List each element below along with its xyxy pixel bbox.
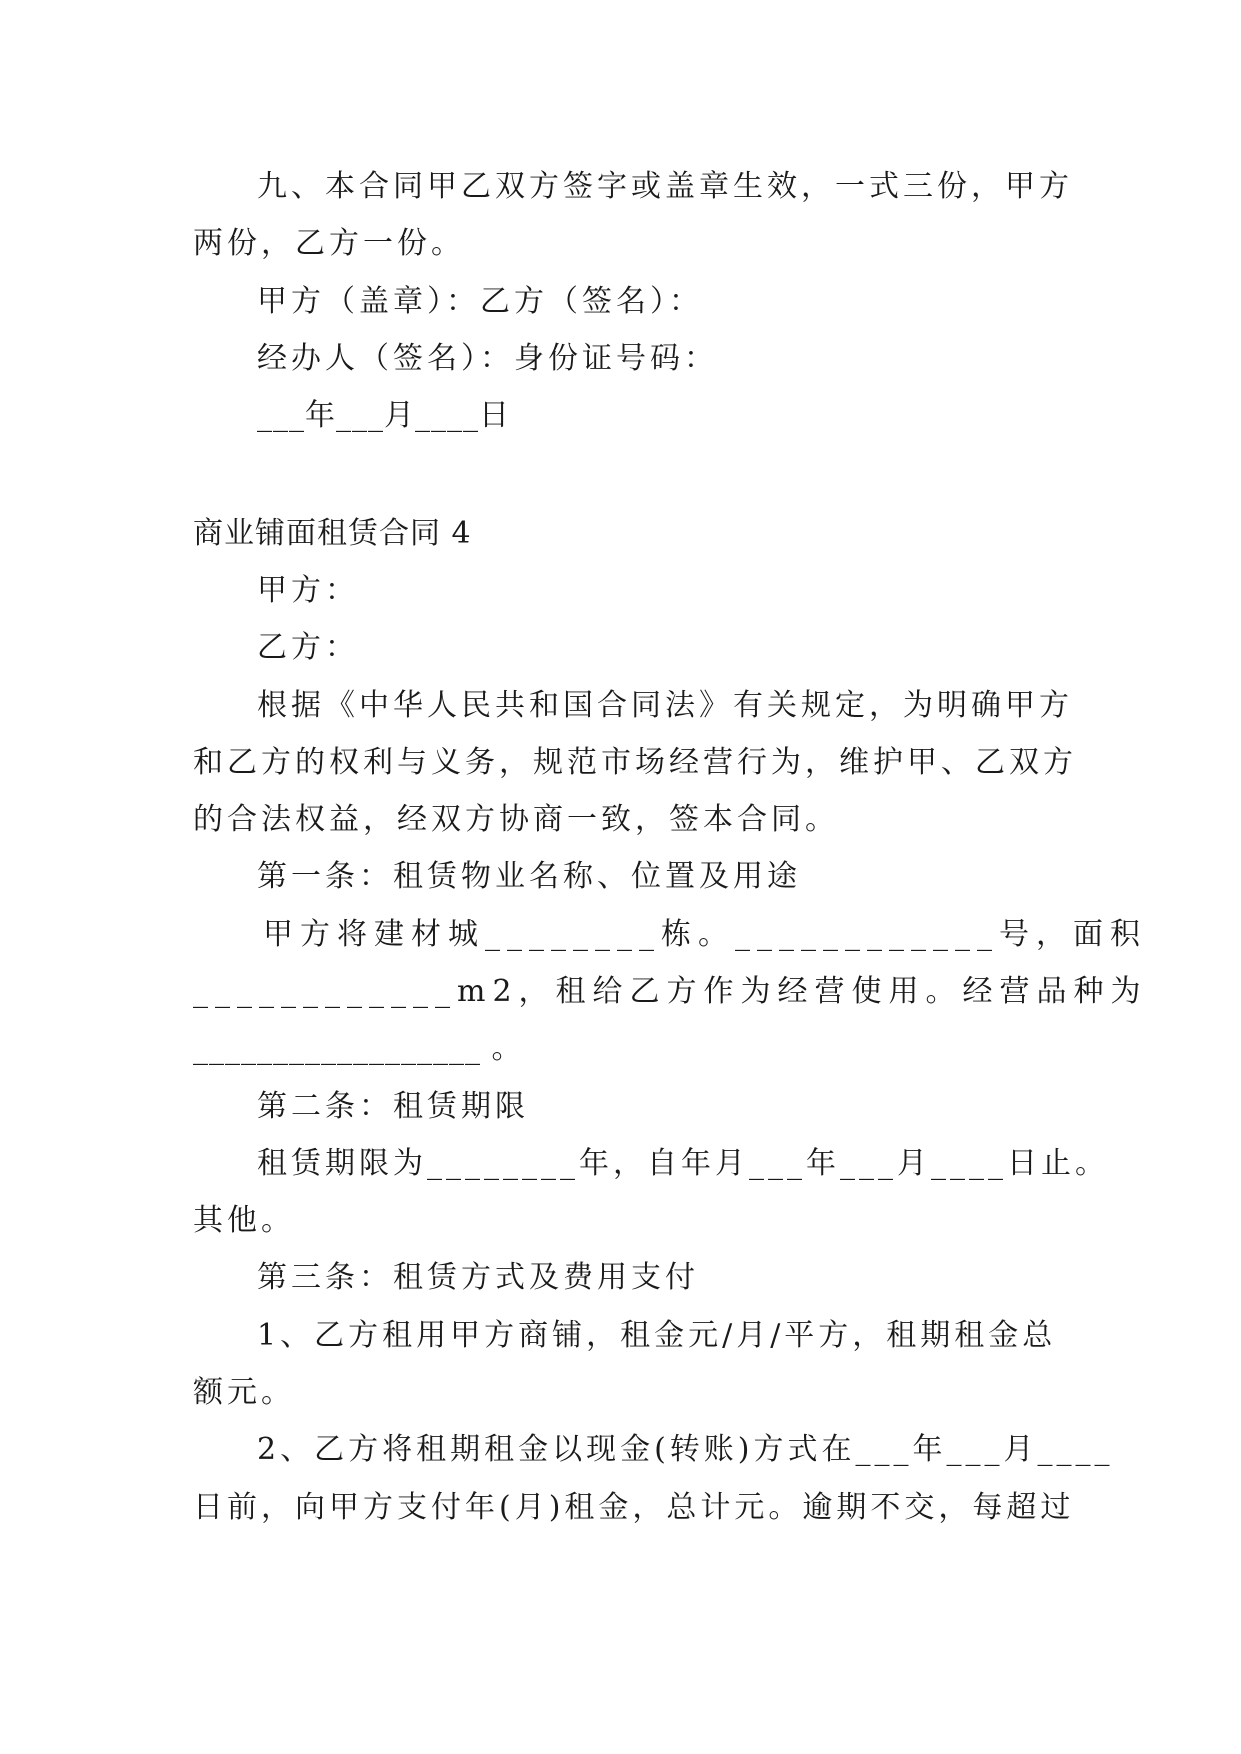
article-one-line-1: 甲方将建材城________栋。____________号，面积 xyxy=(263,917,1147,952)
clause-nine-line-1: 九、本合同甲乙双方签字或盖章生效，一式三份，甲方 xyxy=(257,169,1073,204)
article-three-item-2-line-2: 日前，向甲方支付年(月)租金，总计元。逾期不交，每超过 xyxy=(193,1490,1075,1525)
article-two-line-1: 租赁期限为________年，自年月___年___月____日止。 xyxy=(257,1146,1109,1181)
signature-date-line: ___年___月____日 xyxy=(257,398,510,433)
article-one-line-2: ____________m2，租给乙方作为经营使用。经营品种为 xyxy=(193,974,1148,1009)
article-one-heading: 第一条：租赁物业名称、位置及用途 xyxy=(257,859,801,894)
clause-nine-line-2: 两份，乙方一份。 xyxy=(193,226,465,261)
signature-party-line: 甲方（盖章）：乙方（签名）： xyxy=(257,284,703,319)
article-one-line-3: __________________ 。 xyxy=(193,1031,523,1066)
party-a-line: 甲方： xyxy=(257,573,359,608)
party-b-line: 乙方： xyxy=(257,630,359,665)
article-two-line-2: 其他。 xyxy=(193,1203,295,1238)
preamble-line-3: 的合法权益，经双方协商一致，签本合同。 xyxy=(193,802,839,837)
preamble-line-2: 和乙方的权利与义务，规范市场经营行为，维护甲、乙双方 xyxy=(193,745,1077,780)
preamble-line-1: 根据《中华人民共和国合同法》有关规定，为明确甲方 xyxy=(257,688,1073,723)
article-two-heading: 第二条：租赁期限 xyxy=(257,1089,529,1124)
article-three-item-1-line-2: 额元。 xyxy=(193,1375,295,1410)
signature-agent-line: 经办人（签名）：身份证号码： xyxy=(257,341,718,376)
contract-title: 商业铺面租赁合同 4 xyxy=(193,516,472,551)
article-three-heading: 第三条：租赁方式及费用支付 xyxy=(257,1260,699,1295)
article-three-item-1-line-1: 1、乙方租用甲方商铺，租金元/月/平方，租期租金总 xyxy=(257,1318,1057,1353)
article-three-item-2-line-1: 2、乙方将租期租金以现金(转账)方式在___年___月____ xyxy=(257,1432,1114,1467)
